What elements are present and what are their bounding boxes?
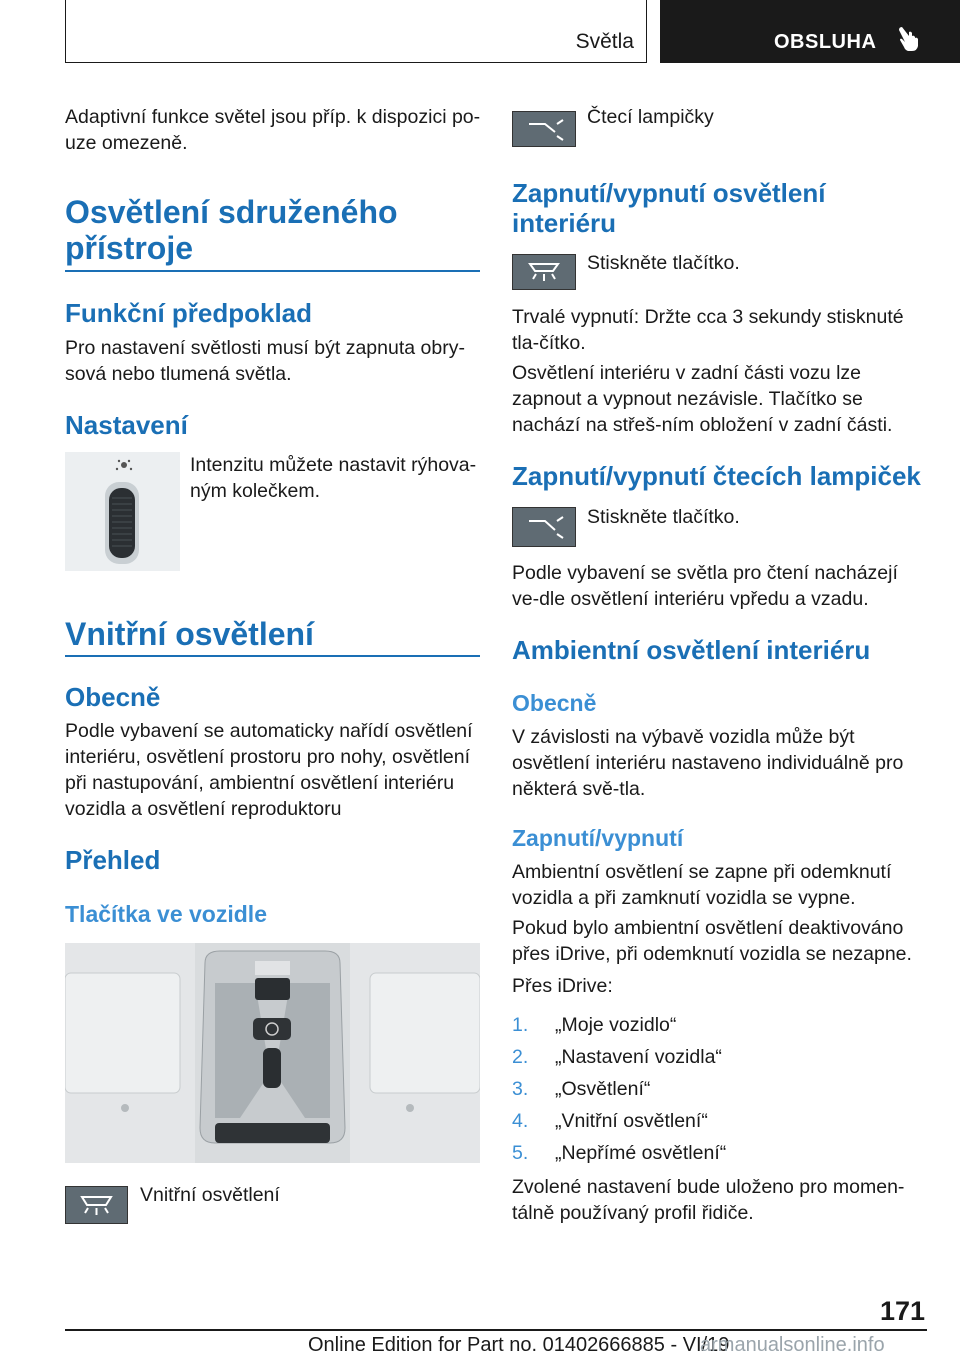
heading-rule bbox=[65, 270, 480, 272]
heading-reading-on-off: Zapnutí/vypnutí čtecích lampiček bbox=[512, 461, 921, 491]
roof-console-image bbox=[65, 943, 480, 1163]
permanent-off-text: Trvalé vypnutí: Držte cca 3 sekundy stisknuté tla‐čítko. bbox=[512, 306, 904, 354]
ambient-deactivated-text: Pokud bylo ambientní osvětlení deaktivováno přes iDrive, při odemknutí vozidla se nezapne. bbox=[512, 917, 912, 965]
edition-text: Online Edition for Part no. 01402666885 - VI/19 bbox=[308, 1334, 730, 1356]
ambient-general-text: V závislosti na výbavě vozidla může být osvětlení interiéru nastaveno individuálně pro některá svě‐tla. bbox=[512, 726, 904, 800]
ambient-onoff-text: Ambientní osvětlení se zapne při odemknutí vozidla a při zamknutí vozidla se vypne. bbox=[512, 861, 892, 909]
heading-overview: Přehled bbox=[65, 845, 161, 875]
reading-light-button-icon bbox=[512, 111, 576, 147]
footer-rule bbox=[65, 1329, 927, 1331]
list-item: 3. „Osvětlení“ bbox=[512, 1078, 651, 1100]
general-text: Podle vybavení se automaticky nařídí osvětlení interiéru, osvětlení prostoru pro nohy, osvětlení při nastupování, ambientní osvětlení interiéru vozidla a osvětlení reproduktoru bbox=[65, 720, 473, 820]
list-item: 4. „Vnitřní osvětlení“ bbox=[512, 1110, 708, 1132]
heading-interior-lighting: Vnitřní osvětlení bbox=[65, 616, 314, 652]
interior-light-caption: Vnitřní osvětlení bbox=[140, 1184, 280, 1206]
header-chapter-title: OBSLUHA bbox=[774, 31, 877, 53]
prerequisite-text: Pro nastavení světlosti musí být zapnuta obry‐sová nebo tlumená světla. bbox=[65, 337, 465, 385]
header-section-box bbox=[65, 0, 647, 63]
heading-ambient-general: Obecně bbox=[512, 690, 597, 716]
reading-light-button-icon bbox=[512, 507, 576, 547]
via-idrive-text: Přes iDrive: bbox=[512, 975, 613, 997]
idrive-steps-list bbox=[512, 1012, 927, 1172]
interior-light-button-icon bbox=[512, 254, 576, 290]
dimmer-wheel-image bbox=[65, 452, 180, 571]
page-number: 171 bbox=[879, 1296, 925, 1326]
setting-text: Intenzitu můžete nastavit rýhova‐ným kolečkem. bbox=[190, 454, 477, 502]
heading-rule bbox=[65, 655, 480, 657]
heading-buttons-in-vehicle: Tlačítka ve vozidle bbox=[65, 901, 267, 927]
list-item: 1. „Moje vozidlo“ bbox=[512, 1014, 677, 1036]
saved-setting-text: Zvolené nastavení bude uloženo pro momen‐tálně používaný profil řidiče. bbox=[512, 1176, 905, 1224]
header-chapter-box bbox=[660, 0, 960, 63]
heading-instrument-lighting: Osvětlení sdruženého přístroje bbox=[65, 194, 398, 266]
intro-text: Adaptivní funkce světel jsou příp. k dispozici po‐uze omezeně. bbox=[65, 106, 481, 154]
heading-interior-on-off: Zapnutí/vypnutí osvětlení interiéru bbox=[512, 178, 826, 238]
pointing-hand-icon bbox=[896, 24, 924, 52]
list-item: 2. „Nastavení vozidla“ bbox=[512, 1046, 722, 1068]
reading-lights-text: Podle vybavení se světla pro čtení nacházejí ve‐dle osvětlení interiéru vpředu a vzadu. bbox=[512, 562, 898, 610]
header-section-title: Světla bbox=[575, 30, 634, 53]
press-button-text: Stiskněte tlačítko. bbox=[587, 252, 740, 274]
heading-general: Obecně bbox=[65, 682, 161, 712]
reading-light-caption: Čtecí lampičky bbox=[587, 106, 714, 128]
heading-ambient-lighting: Ambientní osvětlení interiéru bbox=[512, 635, 871, 665]
watermark-text: armanualsonline.info bbox=[700, 1334, 885, 1356]
interior-light-button-icon bbox=[65, 1186, 128, 1224]
press-button-text: Stiskněte tlačítko. bbox=[587, 506, 740, 528]
list-item: 5. „Nepřímé osvětlení“ bbox=[512, 1142, 727, 1164]
rear-lighting-text: Osvětlení interiéru v zadní části vozu lze zapnout a vypnout nezávisle. Tlačítko se nachází na střeš‐ním obložení v zadní části. bbox=[512, 362, 893, 436]
heading-setting: Nastavení bbox=[65, 410, 188, 440]
heading-ambient-on-off: Zapnutí/vypnutí bbox=[512, 825, 684, 851]
heading-prerequisite: Funkční předpoklad bbox=[65, 298, 313, 328]
